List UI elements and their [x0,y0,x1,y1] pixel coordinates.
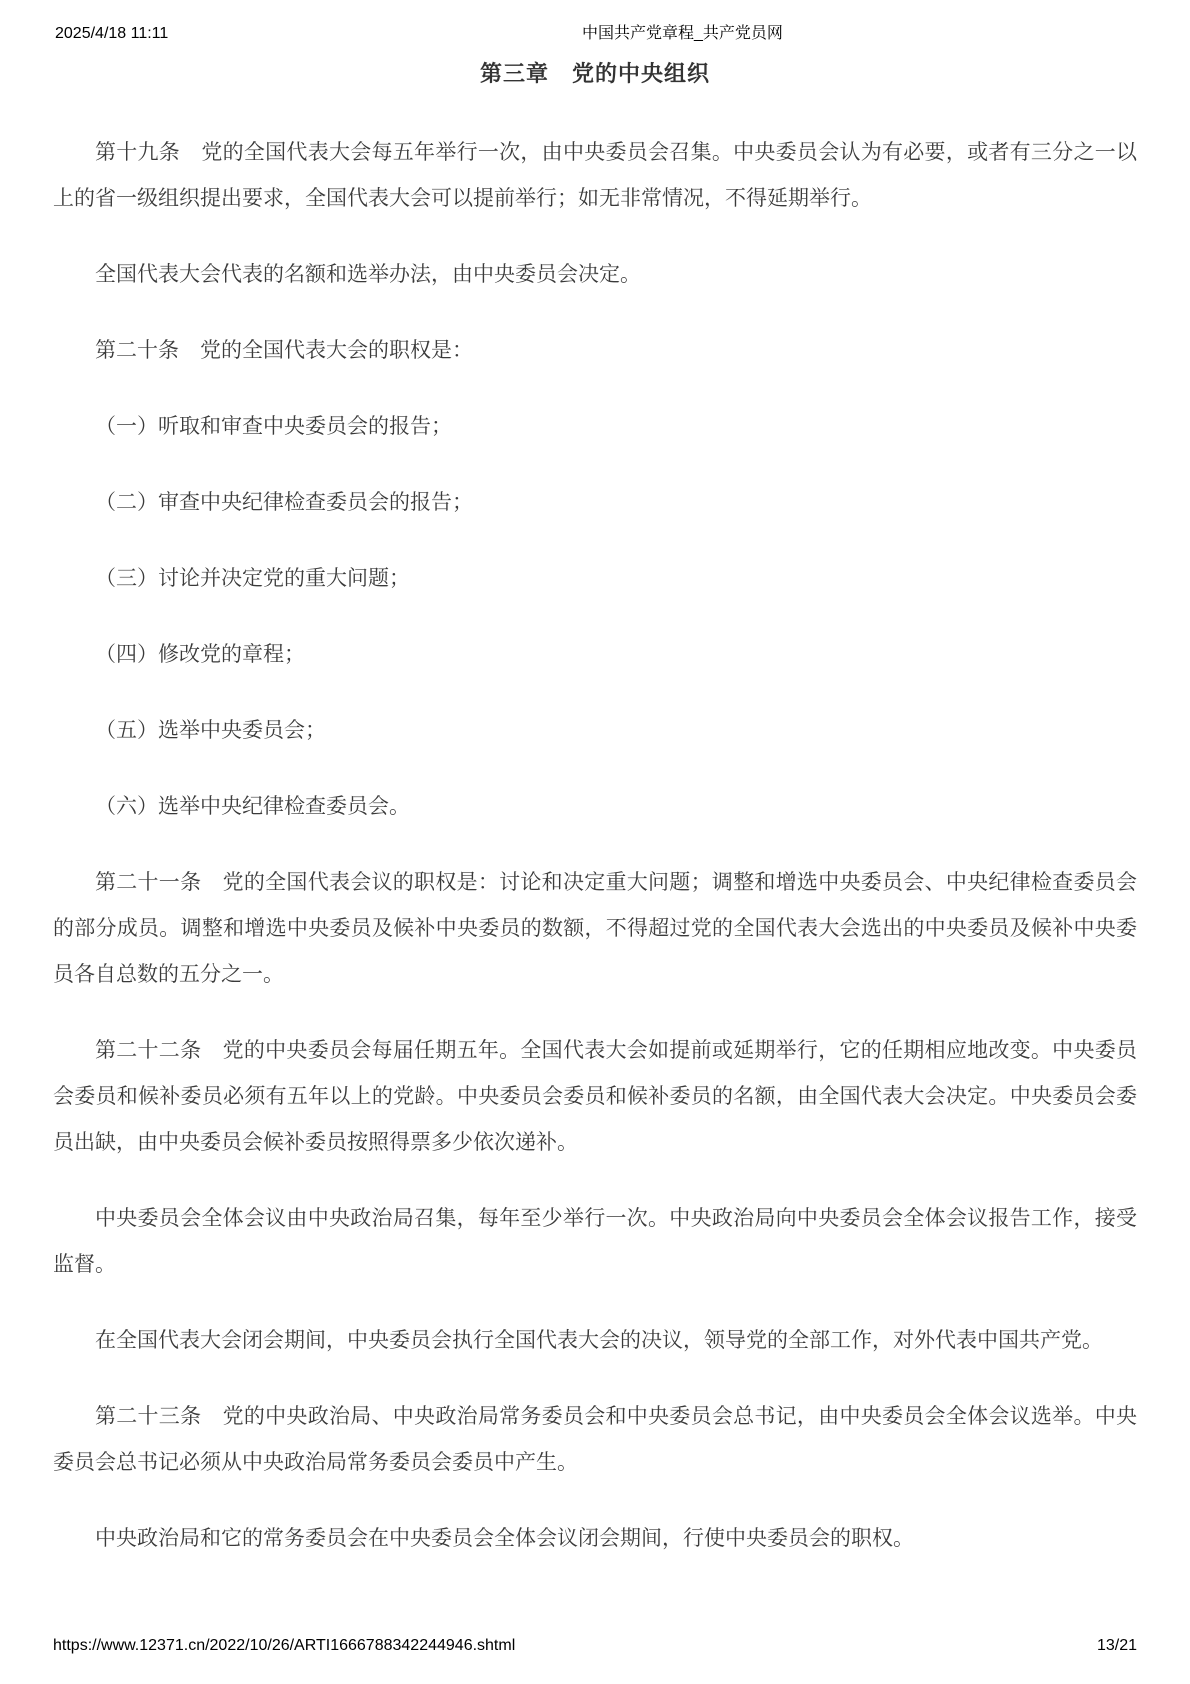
document-body [53,130,1137,1592]
paragraph: 中央政治局和它的常务委员会在中央委员会全体会议闭会期间，行使中央委员会的职权。 [95,1527,914,1550]
print-datetime: 2025/4/18 11:11 [55,25,169,42]
paragraph: 在全国代表大会闭会期间，中央委员会执行全国代表大会的决议，领导党的全部工作，对外代表中国共产党。 [95,1329,1103,1352]
page-number: 13/21 [1096,1637,1137,1654]
paragraph: 第二十二条 党的中央委员会每届任期五年。全国代表大会如提前或延期举行，它的任期相应地改变。中央委员会委员和候补委员必须有五年以上的党龄。中央委员会委员和候补委员的名额，由全国代表大会决定。中央委员会委员出缺，由中央委员会候补委员按照得票多少依次递补。 [53,1039,1137,1154]
paragraph: （四）修改党的章程； [95,643,305,666]
paragraph: 中央委员会全体会议由中央政治局召集，每年至少举行一次。中央政治局向中央委员会全体会议报告工作，接受监督。 [53,1207,1137,1276]
paragraph: 第十九条 党的全国代表大会每五年举行一次，由中央委员会召集。中央委员会认为有必要，或者有三分之一以上的省一级组织提出要求，全国代表大会可以提前举行；如无非常情况，不得延期举行。 [53,141,1137,210]
paragraph: （三）讨论并决定党的重大问题； [95,567,410,590]
paragraph: 第二十三条 党的中央政治局、中央政治局常务委员会和中央委员会总书记，由中央委员会全体会议选举。中央委员会总书记必须从中央政治局常务委员会委员中产生。 [53,1405,1137,1474]
paragraph: （六）选举中央纪律检查委员会。 [95,795,410,818]
paragraph: 第二十一条 党的全国代表会议的职权是：讨论和决定重大问题；调整和增选中央委员会、中央纪律检查委员会的部分成员。调整和增选中央委员及候补中央委员的数额，不得超过党的全国代表大会选出的中央委员及候补中央委员各自总数的五分之一。 [53,871,1137,986]
paragraph: （五）选举中央委员会； [95,719,326,742]
paragraph: 第二十条 党的全国代表大会的职权是： [95,339,473,362]
print-doc-title: 中国共产党章程_共产党员网 [582,25,783,42]
paragraph: （一）听取和审查中央委员会的报告； [95,415,452,438]
paragraph: 全国代表大会代表的名额和选举办法，由中央委员会决定。 [95,263,641,286]
print-header [0,24,1190,44]
print-footer [53,1636,1137,1656]
paragraph: （二）审查中央纪律检查委员会的报告； [95,491,473,514]
source-url: https://www.12371.cn/2022/10/26/ARTI1666788342244946.shtml [53,1637,516,1654]
chapter-title: 第三章 党的中央组织 [479,61,710,86]
